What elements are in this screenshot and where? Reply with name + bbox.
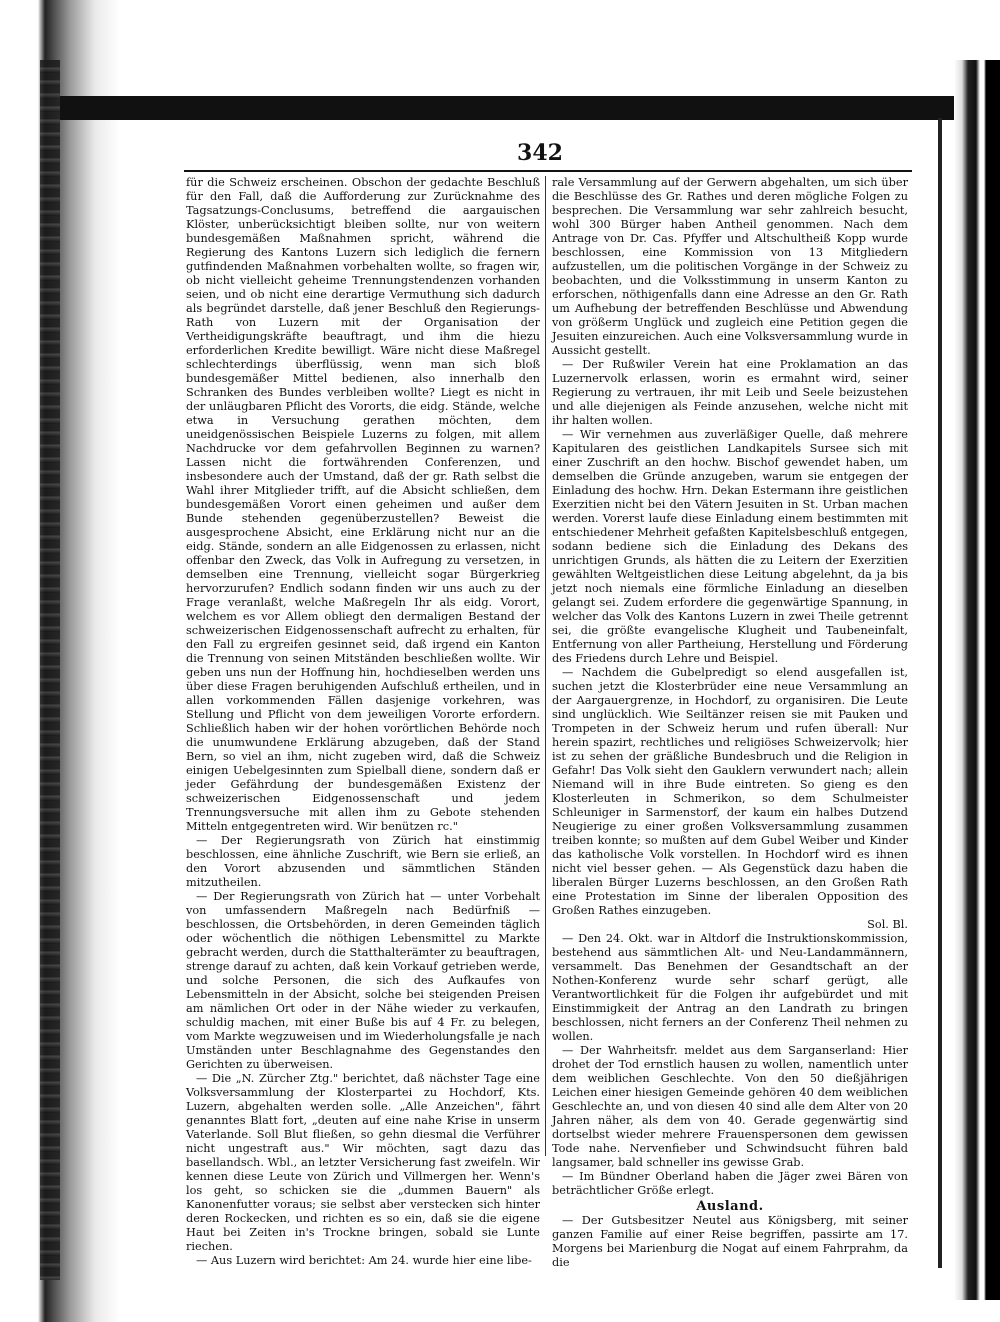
paragraph: — Der Gutsbesitzer Neutel aus Königsberg, mit seiner ganzen Familie auf einer Reise begriffen, passirte am 17. Morgens bei Marienburg die Nogat auf einem Fahrprahm, da die — [552, 1214, 908, 1269]
paragraph: — Den 24. Okt. war in Altdorf die Instruktionskommission, bestehend aus sämmtlichen Alt- und Neu-Landammännern, versammelt. Das Benehmen der Gesandtschaft an der Nothen-Konferenz wurde sehr scharf gerügt, alle Verantwortlichkeit für die Folgen ihr aufgebürdet und mit Einstimmigkeit der Antrag an den Landrath zu bringen beschlossen, nicht ferners an der Conferenz Theil nehmen zu wollen. — [552, 932, 908, 1043]
scan-right-edge — [954, 60, 1000, 1300]
scan-right-border — [938, 118, 942, 1268]
paragraph: — Der Wahrheitsfr. meldet aus dem Sarganserland: Hier drohet der Tod ernstlich hausen zu wollen, namentlich unter dem weiblichen Geschlechte. Von den 50 dießjährigen Leichen einer hiesigen Gemeinde gehören 40 dem weiblichen Geschlechte an, und von diesen 40 sind alle dem Alter von 20 Jahren näher, als dem von 40. Gerade gegenwärtig sind dortselbst wieder mehrere Frauenspersonen dem gewissen Tode nahe. Nervenfieber und Schwindsucht führen bald langsamer, bald schneller ins gewisse Grab. — [552, 1044, 908, 1169]
scan-binding-shadow — [0, 0, 120, 1322]
section-title: Ausland. — [696, 1199, 764, 1214]
right-column — [552, 176, 908, 1270]
paragraph: — Nachdem die Gubelpredigt so elend ausgefallen ist, suchen jetzt die Klosterbrüder eine neue Versammlung an der Aargauergrenze, in Hochdorf, zu organisiren. Die Leute sind unglücklich. Wie Seiltänzer reisen sie mit Pauken und Trompeten in der Schweiz herum und rufen überall: Nur herein spazirt, rechtliches und religiöses Schweizervolk; hier ist zu sehen der gräßliche Bundesbruch und die Religion in Gefahr! Das Volk sieht den Gauklern verwundert nach; allein Niemand will in ihre Bude eintreten. So gieng es den Klosterleuten in Schmerikon, so dem Schulmeister Schleuniger in Sarmenstorf, der kaum ein halbes Dutzend Neugierige zu einer großen Volksversammlung zusammen treiben konnte; so mußten auf dem Gubel Weiber und Kinder das katholische Volk vorstellen. In Hochdorf wird es ihnen nicht viel besser gehen. — Als Gegenstück dazu haben die liberalen Bürger Luzerns beschlossen, an den Großen Rath eine Protestation im Sinne der liberalen Opposition des Großen Rathes einzugeben. — [552, 666, 908, 917]
paragraph: — Die „N. Zürcher Ztg." berichtet, daß nächster Tage eine Volksversammlung der Klosterpartei zu Hochdorf, Kts. Luzern, abgehalten werden solle. „Alle Anzeichen", fährt genanntes Blatt fort, „deuten auf eine nahe Krise in unserm Vaterlande. Soll Blut fließen, so gehn diesmal die Verführer nicht ungestraft aus." Wir möchten, sagt dazu das basellandsch. Wbl., an letzter Versicherung fast zweifeln. Wir kennen diese Leute von Zürich und Villmergen her. Wenn's los geht, so schicken sie die „dummen Bauern" als Kanonenfutter voraus; sie selbst aber verstecken sich hinter deren Rockecken, und richten es so ein, daß sie die eigene Haut bei Zeiten in's Trockne bringen, sobald sie Lunte riechen. — [186, 1072, 540, 1253]
source-signature: Sol. Bl. — [867, 918, 908, 931]
scan-top-band — [60, 96, 1000, 120]
paragraph: — Wir vernehmen aus zuverläßiger Quelle, daß mehrere Kapitularen des geistlichen Landkapitels Sursee sich mit einer Zuschrift an den hochw. Bischof gewendet haben, um demselben die Gründe anzugeben, warum sie entgegen der Einladung des hochw. Hrn. Dekan Estermann ihre geistlichen Exerzitien nicht bei den Vätern Jesuiten in St. Urban machen werden. Vorerst laufe diese Einladung einem bestimmten mit entschiedener Mehrheit gefaßten Kapitelsbeschluß entgegen, sodann bediene sich die Einladung des Dekans des unrichtigen Grunds, als hätten die zu Leitern der Exerzitien gewählten Weltgeistlichen diese Leitung abgelehnt, da ja bis jetzt noch niemals eine förmliche Einladung an dieselben gelangt sei. Zudem erfordere die gegenwärtige Spannung, in welcher das Volk des Kantons Luzern in zwei Theile getrennt sei, die größte evangelische Klugheit und Taubeneinfalt, Entfernung von aller Partheiung, Herstellung und Förderung des Friedens durch Lehre und Beispiel. — [552, 428, 908, 665]
paragraph: — Aus Luzern wird berichtet: Am 24. wurde hier eine libe- — [196, 1254, 532, 1267]
paragraph: — Im Bündner Oberland haben die Jäger zwei Bären von beträchtlicher Größe erlegt. — [552, 1170, 908, 1197]
scan-left-edge — [40, 60, 60, 1280]
column-divider — [545, 176, 546, 1156]
header-rule — [184, 170, 912, 172]
paragraph: — Der Rußwiler Verein hat eine Proklamation an das Luzernervolk erlassen, worin es ermahnt wird, seiner Regierung zu vertrauen, ihr mit Leib und Seele beizustehen und alle diejenigen als Feinde anzusehen, welche nicht mit ihr halten wollen. — [552, 358, 908, 427]
paragraph: — Der Regierungsrath von Zürich hat — unter Vorbehalt von umfassendern Maßregeln nach Bedürfniß — beschlossen, die Ortsbehörden, in deren Gemeinden täglich oder wöchentlich die nöthigen Lebensmittel zu Markte gebracht werden, durch die Statthalterämter zu beauftragen, strenge darauf zu achten, daß kein Vorkauf getrieben werde, und solche Personen, die sich des Aufkaufes von Lebensmitteln in der Absicht, solche bei steigenden Preisen am nämlichen Ort oder in der Nähe wieder zu verkaufen, schuldig machen, mit einer Buße bis auf 4 Fr. zu belegen, vom Markte wegzuweisen und im Wiederholungsfalle je nach Umständen unter Beschlagnahme des Gegenstandes den Gerichten zu überweisen. — [186, 890, 540, 1071]
paragraph: — Der Regierungsrath von Zürich hat einstimmig beschlossen, eine ähnliche Zuschrift, wie Bern sie erließ, an den Vorort abzusenden und sämmtlichen Ständen mitzutheilen. — [186, 834, 540, 889]
left-column — [186, 176, 540, 1268]
paragraph: rale Versammlung auf der Gerwern abgehalten, um sich über die Beschlüsse des Gr. Rathes und deren mögliche Folgen zu besprechen. Die Versammlung war sehr zahlreich besucht, wohl 300 Bürger haben Antheil genommen. Nach dem Antrage von Dr. Cas. Pfyffer und Altschultheiß Kopp wurde beschlossen, eine Kommission von 13 Mitgliedern aufzustellen, um die politischen Vorgänge in der Schweiz zu beobachten, und die Volksstimmung in unserm Kanton zu erforschen, nöthigenfalls dann eine Adresse an den Gr. Rath um Aufhebung der betreffenden Beschlüsse und Abwendung von größerm Unglück und zugleich eine Petition gegen die Jesuiten einzureichen. Auch eine Volksversammlung wurde in Aussicht gestellt. — [552, 176, 908, 357]
paragraph: für die Schweiz erscheinen. Obschon der gedachte Beschluß für den Fall, daß die Aufforderung zur Zurücknahme des Tagsatzungs-Conclusums, betreffend die aargauischen Klöster, unberücksichtigt bleiben sollte, nur von weitern bundesgemäßen Maßnahmen spricht, während die Regierung des Kantons Luzern sich lediglich die fernern gutfindenden Maßnahmen vorbehalten wollte, so fragen wir, ob nicht vielleicht geheime Trennungstendenzen vorhanden seien, und ob nicht eine derartige Vermuthung sich dadurch als begründet darstelle, daß jener Beschluß den Regierungs-Rath von Luzern mit der Organisation der Vertheidigungskräfte beauftragt, und ihm die hiezu erforderlichen Kredite bewilligt. Wäre nicht diese Maßregel schlechterdings überflüssig, wenn man sich bloß bundesgemäßer Mittel bedienen, also innerhalb den Schranken des Bundes verbleiben wollte? Liegt es nicht in der unläugbaren Pflicht des Vororts, die eidg. Stände, welche etwa in Versuchung gerathen möchten, dem uneidgenössischen Beispiele Luzerns zu folgen, mit allem Nachdrucke vor dem gefahrvollen Beginnen zu warnen? Lassen nicht die fortwährenden Conferenzen, und insbesondere auch der Umstand, daß der gr. Rath selbst die Wahl ihrer Mitglieder trifft, auf die Absicht schließen, dem bundesgemäßen Vorort einen geheimen und außer dem Bunde stehenden gegenüberzustellen? Beweist die ausgesprochene Absicht, eine Erklärung nicht nur an die eidg. Stände, sondern an alle Eidgenossen zu erlassen, nicht offenbar den Zweck, das Volk in Aufregung zu versetzen, in demselben eine Trennung, vielleicht sogar Bürgerkrieg hervorzurufen? Endlich sodann finden wir uns auch zu der Frage veranlaßt, welche Maßregeln Ihr als eidg. Vorort, welchem es vor Allem obliegt den dermaligen Bestand der schweizerischen Eidgenossenschaft aufrecht zu erhalten, für den Fall zu ergreifen gesinnet seid, daß irgend ein Kanton die Trennung von seinen Mitständen beschließen wollte. Wir geben uns nun der Hoffnung hin, hochdieselben werden uns über diese Fragen beruhigenden Aufschluß ertheilen, und in allen vorkommenden Fällen dasjenige vorkehren, was Stellung und Pflicht von dem jeweiligen Vororte erfordern. Schließlich haben wir der hohen vorörtlichen Behörde noch die unumwundene Erklärung abzugeben, daß der Stand Bern, so viel an ihm, nicht zugeben wird, daß die Schweiz einigen Uebelgesinnten zum Spielball diene, sondern daß er jeder Gefährdung der bundesgemäßen Existenz der schweizerischen Eidgenossenschaft und jedem Trennungsversuche mit allen ihm zu Gebote stehenden Mitteln entgegentreten wird. Wir benützen rc." — [186, 176, 540, 833]
page-number: 342 — [517, 140, 563, 166]
